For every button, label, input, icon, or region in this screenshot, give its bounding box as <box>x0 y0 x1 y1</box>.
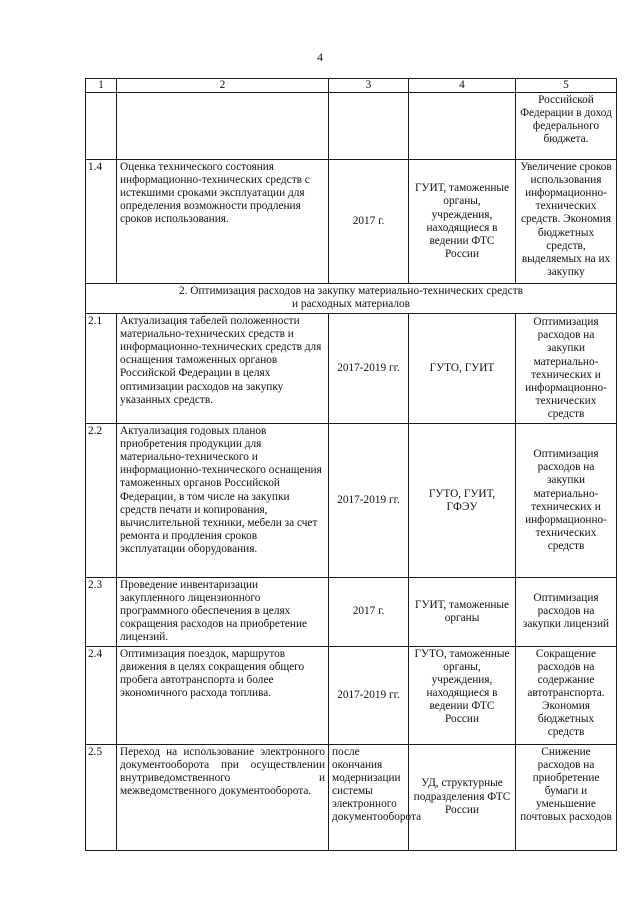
header-cell-3: 3 <box>329 79 409 93</box>
row-executor: ГУТО, ГУИТ, ГФЭУ <box>409 424 516 578</box>
table-row-continued <box>86 93 617 160</box>
table-row-2-2 <box>86 424 617 578</box>
section-title <box>86 284 617 314</box>
row-measure: Проведение инвентаризации закупленного лицензионного программного обеспечения в целях сокращения расходов на приобретение лицензий. <box>117 578 329 646</box>
table-row-2-3 <box>86 578 617 646</box>
section-title-line-1: 2. Оптимизация расходов на закупку материально-технических средств <box>179 285 523 298</box>
row-term: 2017 г. <box>329 578 409 646</box>
row-term: 2017-2019 гг. <box>329 424 409 578</box>
row-result: Снижение расходов на приобретение бумаги и уменьшение почтовых расходов <box>516 744 617 850</box>
row-measure: Актуализация табелей положенности материально-технических средств и информационно-технических средств для оснащения таможенных органов Российской Федерации в целях оптимизации расходов на закупку указанных средств. <box>117 314 329 424</box>
row-measure <box>117 93 329 160</box>
row-number: 1.4 <box>86 160 117 284</box>
row-measure: Переход на использование электронного документооборота при осуществлении внутриведомственного и межведомственного документооборота. <box>117 744 329 850</box>
row-result: Сокращение расходов на содержание автотранспорта. Экономия бюджетных средств <box>516 646 617 744</box>
row-executor <box>409 93 516 160</box>
row-term: 2017-2019 гг. <box>329 646 409 744</box>
header-cell-2: 2 <box>117 79 329 93</box>
row-number: 2.1 <box>86 314 117 424</box>
row-executor: ГУТО, таможенные органы, учреждения, находящиеся в ведении ФТС России <box>409 646 516 744</box>
row-executor: ГУИТ, таможенные органы <box>409 578 516 646</box>
row-result: Российской Федерации в доход федерального бюджета. <box>516 93 617 160</box>
row-number: 2.2 <box>86 424 117 578</box>
table-row-2-4 <box>86 646 617 744</box>
section-title-line-2: и расходных материалов <box>292 298 410 311</box>
section-header-row <box>86 284 617 314</box>
row-term: 2017 г. <box>329 160 409 284</box>
row-executor: УД, структурные подразделения ФТС России <box>409 744 516 850</box>
row-result: Оптимизация расходов на закупки лицензий <box>516 578 617 646</box>
table-header-row <box>86 79 617 93</box>
row-number <box>86 93 117 160</box>
row-term: 2017-2019 гг. <box>329 314 409 424</box>
row-number: 2.3 <box>86 578 117 646</box>
row-number: 2.4 <box>86 646 117 744</box>
row-executor: ГУИТ, таможенные органы, учреждения, находящиеся в ведении ФТС России <box>409 160 516 284</box>
table-row-2-5 <box>86 744 617 850</box>
header-cell-5: 5 <box>516 79 617 93</box>
row-measure: Оптимизация поездок, маршрутов движения в целях сокращения общего пробега автотранспорта и более экономичного расхода топлива. <box>117 646 329 744</box>
header-cell-1: 1 <box>86 79 117 93</box>
row-number: 2.5 <box>86 744 117 850</box>
row-term <box>329 93 409 160</box>
row-result: Оптимизация расходов на закупки материально-технических и информационно-технических средств <box>516 424 617 578</box>
header-cell-4: 4 <box>409 79 516 93</box>
row-term: после окончания модернизации системы электронного документооборота <box>329 744 409 850</box>
table-row-2-1 <box>86 314 617 424</box>
row-measure: Оценка технического состояния информационно-технических средств с истекшими сроками эксплуатации для определения возможности продления сроков использования. <box>117 160 329 284</box>
row-result: Увеличение сроков использования информационно-технических средств. Экономия бюджетных средств, выделяемых на их закупку <box>516 160 617 284</box>
row-result: Оптимизация расходов на закупки материально-технических и информационно-технических средств <box>516 314 617 424</box>
table-row-1-4 <box>86 160 617 284</box>
row-executor: ГУТО, ГУИТ <box>409 314 516 424</box>
row-measure: Актуализация годовых планов приобретения продукции для материально-технического и информационно-технического оснащения таможенных органов Российской Федерации, в том числе на закупки средств печати и копирования, вычислительной техники, мебели за счет ремонта и продления сроков эксплуатации оборудования. <box>117 424 329 578</box>
page-number: 4 <box>317 50 323 64</box>
measures-table <box>85 78 617 851</box>
